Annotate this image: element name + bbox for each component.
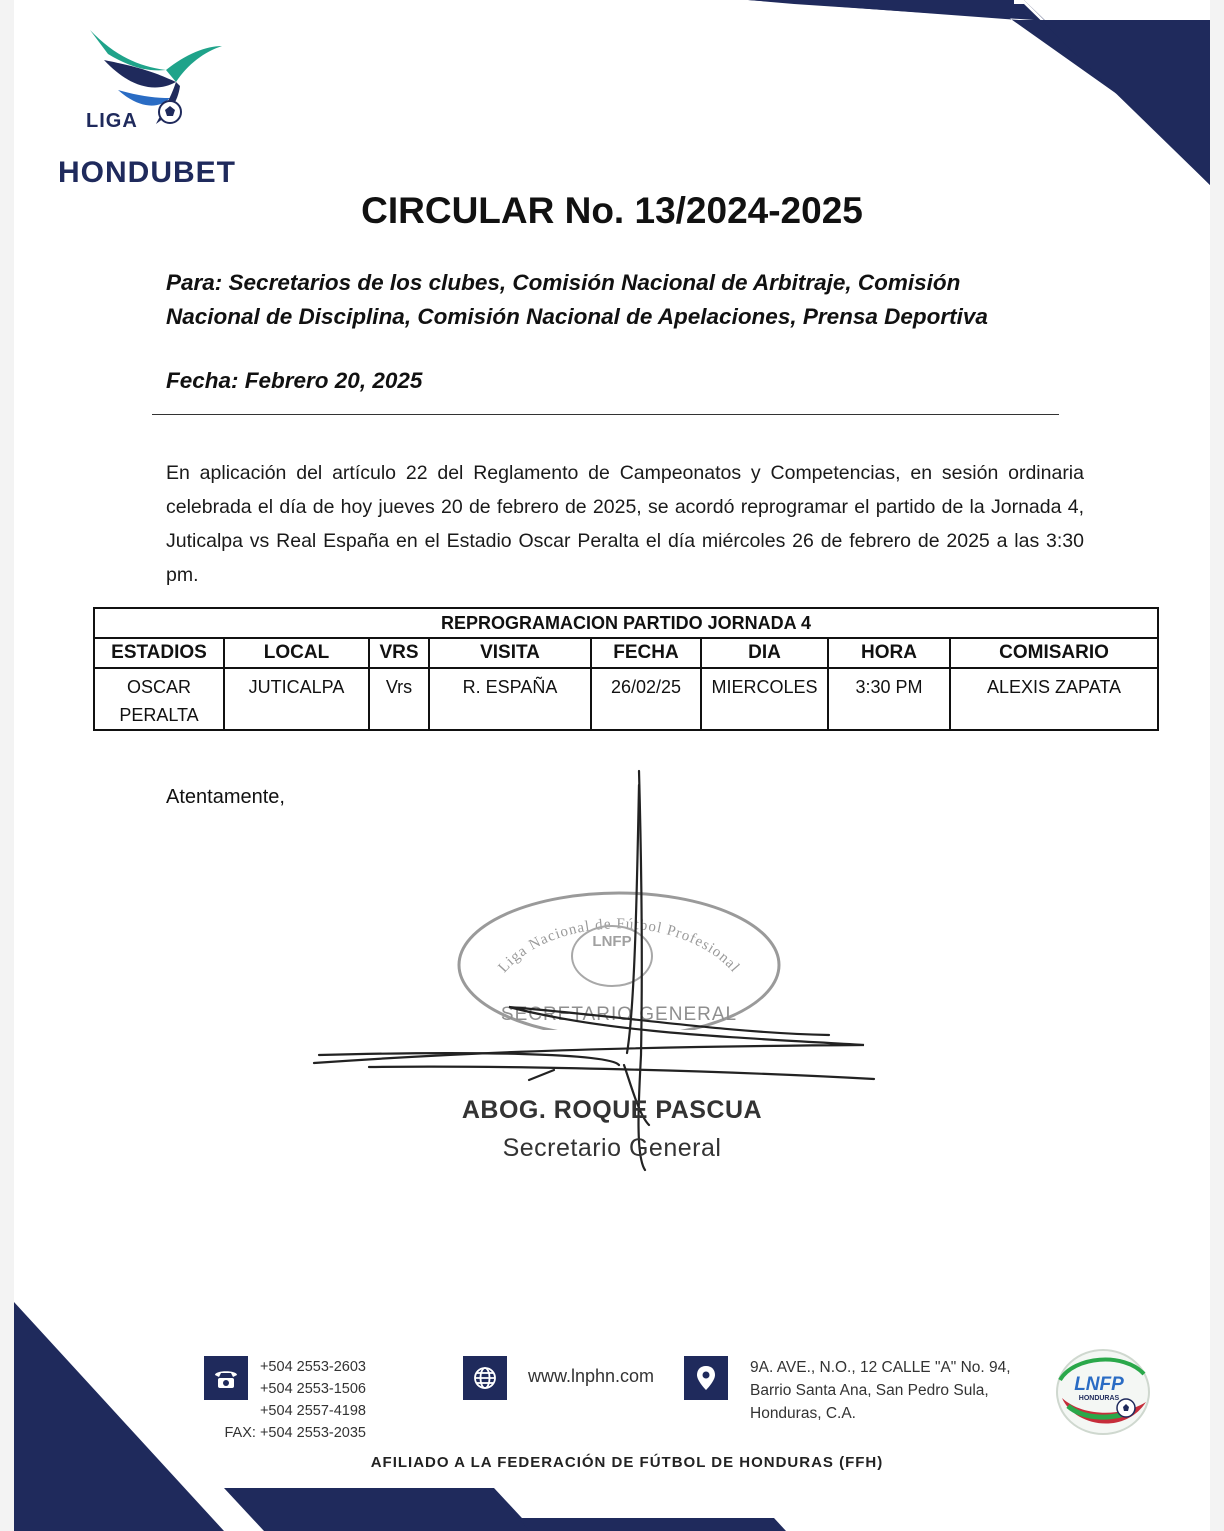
stamp-center-text: SECRETARIO GENERAL [500,1004,738,1025]
divider [152,414,1059,415]
recipients-line-1: Para: Secretarios de los clubes, Comisión Nacional de Arbitraje, Comisión [166,270,961,295]
column-header: HORA [828,638,950,668]
date-line: Fecha: Febrero 20, 2025 [166,368,423,393]
bottom-band-1 [224,1488,534,1531]
column-header: DIA [701,638,828,668]
recipients-line-2: Nacional de Disciplina, Comisión Nacional de Apelaciones, Prensa Deportiva [166,304,988,329]
bottom-band-2 [519,1518,786,1531]
stamp-ring-text: Liga Nacional de Fútbol Profesional [495,916,743,976]
location-pin-icon [684,1356,728,1400]
table-row [94,668,1158,730]
column-header: VRS [369,638,429,668]
closing-text: Atentamente, [166,786,285,808]
column-header: LOCAL [224,638,369,668]
cell-estadio [94,668,224,730]
address-line-2: Barrio Santa Ana, San Pedro Sula, [750,1382,989,1399]
estadio-line-1: OSCAR [126,677,191,697]
website-link[interactable]: www.lnphn.com [528,1366,655,1386]
lnfp-logo [1054,1346,1152,1438]
recipients [166,266,1066,334]
lnfp-logo-text: LNFP [1074,1374,1124,1395]
lnfp-sub-text: HONDURAS [1078,1395,1120,1402]
column-header: FECHA [591,638,701,668]
affiliation-note: AFILIADO A LA FEDERACIÓN DE FÚTBOL DE HONDURAS (FFH) [370,1454,884,1471]
cell-comisario: ALEXIS ZAPATA [950,668,1158,730]
phone-numbers [214,1356,366,1444]
cell-visita: R. ESPAÑA [429,668,591,730]
address-line-1: 9A. AVE., N.O., 12 CALLE "A" No. 94, [750,1359,1011,1376]
column-header: ESTADIOS [94,638,224,668]
cell-hora: 3:30 PM [828,668,950,730]
estadio-line-2: PERALTA [119,705,199,725]
phone-1: +504 2553-2603 [259,1359,366,1375]
signer-name: ABOG. ROQUE PASCUA [461,1096,763,1124]
circular-title: CIRCULAR No. 13/2024-2025 [361,190,863,231]
phone-2: +504 2553-1506 [259,1381,366,1397]
column-header: VISITA [429,638,591,668]
stamp-logo-text: LNFP [592,933,632,950]
body-paragraph: En aplicación del artículo 22 del Reglamento de Campeonatos y Competencias, en sesión ordinaria celebrada el día de hoy jueves 20 de febrero de 2025, se acordó reprogramar el partido de la Jornada 4, Juticalpa vs Real España en el Estadio Oscar Peralta el día miércoles 26 de febrero de 2025 a las 3:30 pm. [166,462,1084,586]
bottom-left-band [14,1302,224,1531]
signer-title: Secretario General [502,1134,722,1162]
cell-vrs: Vrs [369,668,429,730]
cell-fecha: 26/02/25 [591,668,701,730]
logo-liga-text: LIGA [86,110,138,132]
schedule-table [93,607,1159,731]
cell-dia: MIERCOLES [701,668,828,730]
address-line-3: Honduras, C.A. [750,1405,856,1422]
column-header: COMISARIO [950,638,1158,668]
cell-local: JUTICALPA [224,668,369,730]
address [750,1356,1011,1425]
logo-name-text: HONDUBET [58,156,236,189]
table-caption: REPROGRAMACION PARTIDO JORNADA 4 [94,608,1158,638]
document-page [14,0,1210,1531]
globe-icon [463,1356,507,1400]
phone-3: +504 2557-4198 [259,1403,366,1419]
fax: FAX: +504 2553-2035 [224,1425,366,1441]
